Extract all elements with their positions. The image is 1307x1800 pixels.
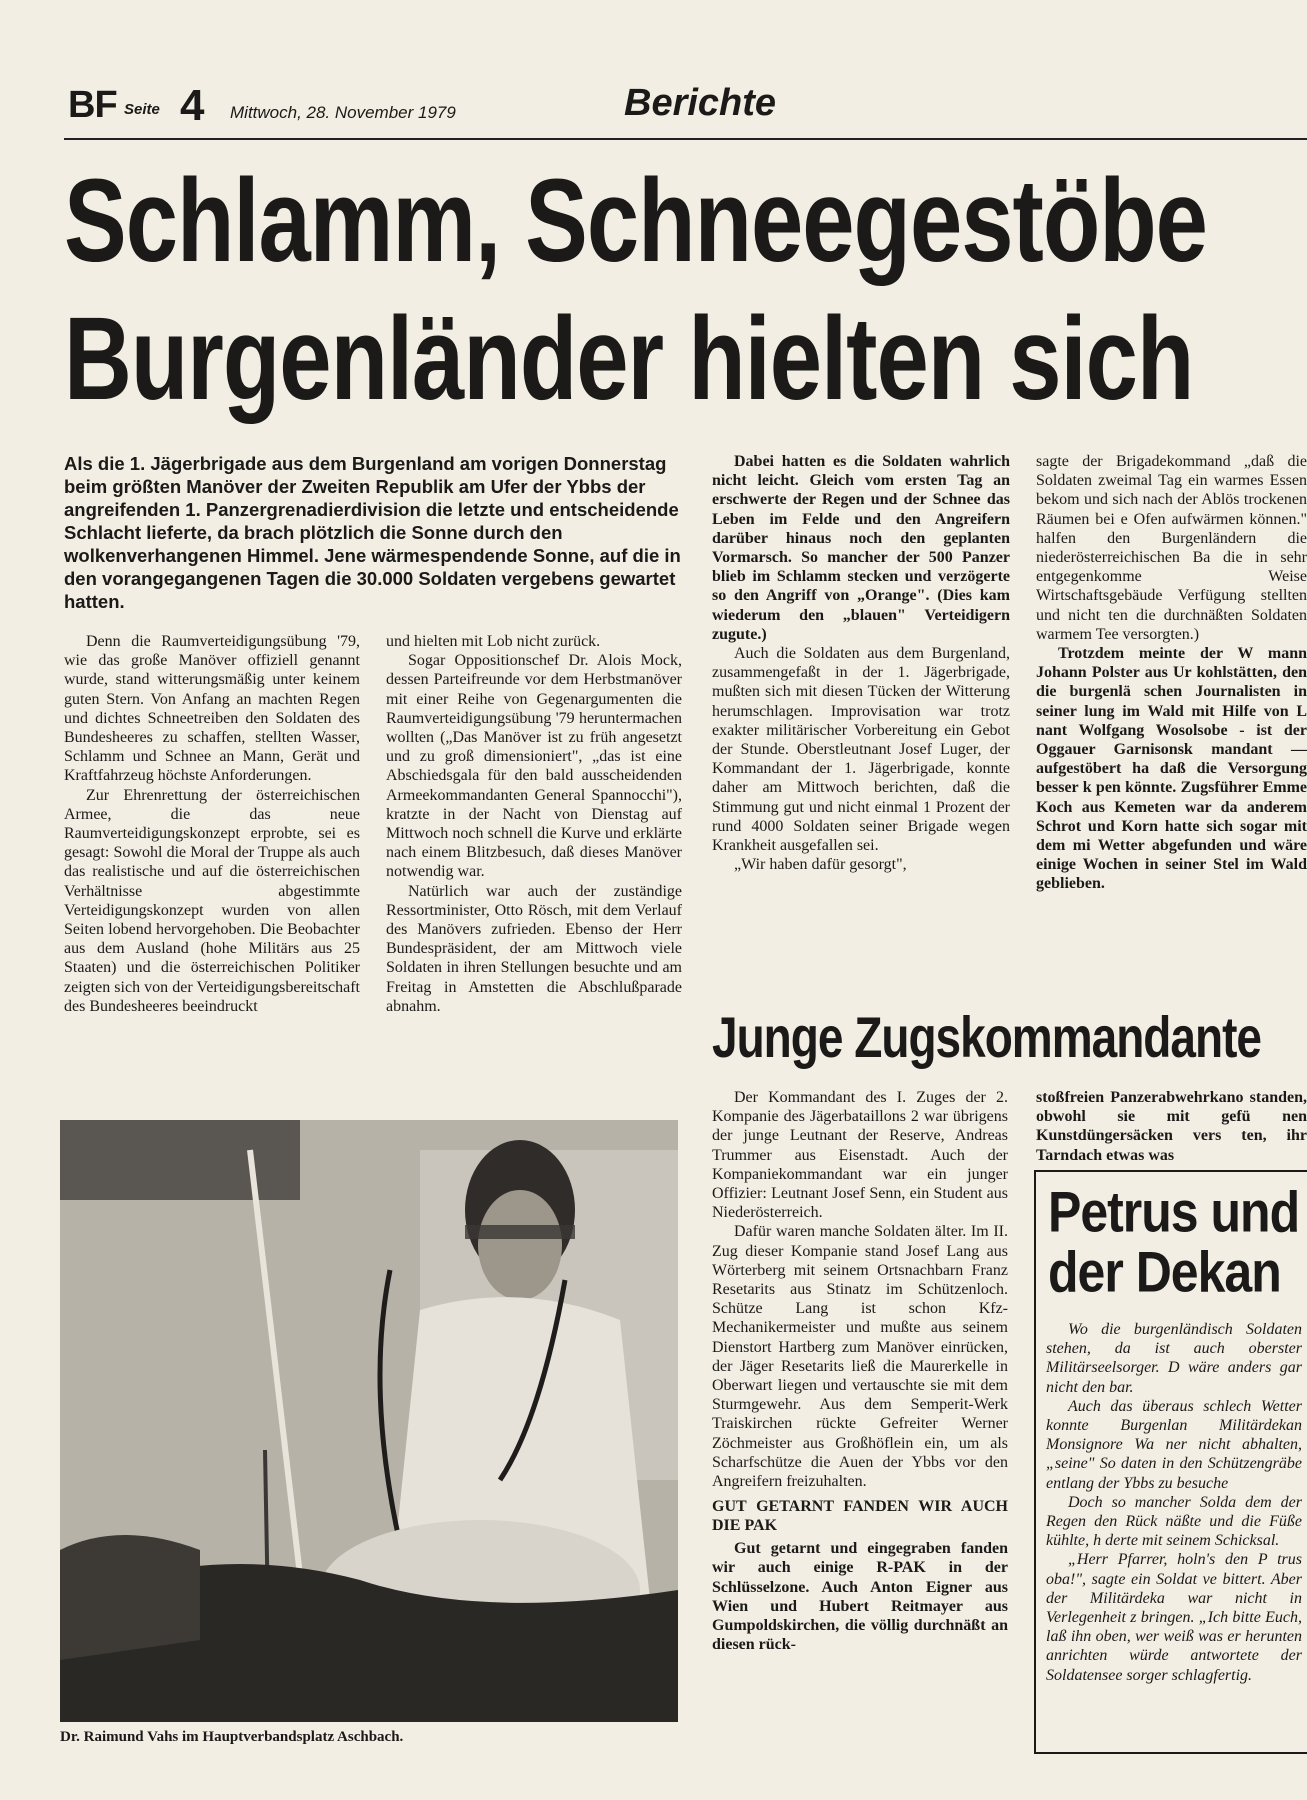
paragraph: Trotzdem meinte der W mann Johann Polster aus Ur kohlstätten, den die burgenlä schen Journalisten in seiner lung im Wald mit Hilfe von L nant Wolfgang Wosolsobe - ist der Oggauer Garnisonsk mandant — aufgestöbert ha daß die Versorgung besser k pen könnte. Zugsführer Emme Koch aus Kemeten war da anderem Schrot und Korn hatte sich sogar mit dem mi Wetter abgefunden und wäre einige Wochen in seiner Stel im Wald geblieben. (1036, 645, 1307, 893)
photo-caption: Dr. Raimund Vahs im Hauptverbandsplatz Aschbach. (60, 1729, 404, 1745)
paragraph: Dabei hatten es die Soldaten wahrlich nicht leicht. Gleich vom ersten Tag an erschwerte der Regen und der Schnee das Leben im Felde und den Angreifern darüber hinaus noch den geplanten Vormarsch. So mancher der 500 Panzer blieb im Schlamm stecken und verzögerte so den Angriff von „Orange". (Dies kam wiederum den „blauen" Verteidigern zugute.) (712, 453, 1010, 643)
page-number: 4 (180, 81, 205, 130)
photo-doctor-stethoscope (60, 1120, 678, 1722)
subheadline-small: GUT GETARNT FANDEN WIR AUCH DIE PAK (712, 1498, 1008, 1535)
paragraph: Sogar Oppositionschef Dr. Alois Mock, dessen Parteifreunde vor dem Herbstmanöver mit einer Reihe von Gegenargumenten die Raumverteidigungsübung '79 heruntermachen wollten („Das Manöver ist zu früh angesetzt und zu groß dimensioniert", „das ist eine Abschiedsgala für den bald ausscheidenden Armeekommandanten General Spannocchi"), kratzte in der Nacht von Dienstag auf Mittwoch noch schnell die Kurve und erklärte nach einem Blitzbesuch, daß dieses Manöver notwendig war. (386, 652, 682, 881)
paragraph: Der Kommandant des I. Zuges der 2. Kompanie des Jägerbataillons 2 war übrigens der junge Leutnant der Reserve, Andreas Trummer aus Eisenstadt. Auch der Kompaniekommandant war ein junger Offizier: Leutnant Josef Senn, ein Student aus Niederösterreich. (712, 1089, 1008, 1222)
subheadline: Junge Zugskommandante (712, 1004, 1261, 1070)
article-column-5 (712, 1088, 1008, 1654)
paragraph: Denn die Raumverteidigungsübung '79, wie das große Manöver offiziell genannt wurde, stand witterungsmäßig unter keinem guten Stern. Von Anfang an machten Regen und dichtes Schneetreiben den Soldaten des Bundesheeres zu schaffen, stellten Wasser, Schlamm und Schnee an Mann, Gerät und Kraftfahrzeug höchste Anforderungen. (64, 633, 360, 785)
paragraph: Dafür waren manche Soldaten älter. Im II. Zug dieser Kompanie stand Josef Lang aus Wörterberg mit seinem Ortsnachbarn Franz Resetarits aus Stinatz im Schützenloch. Schütze Lang ist schon Kfz-Mechanikermeister und mußte aus seinem Dienstort Hartberg zum Manöver einrücken, der Jäger Resetarits ließ die Maurerkelle in Oberwart liegen und vertauschte sie mit dem Sturmgewehr. Aus dem Semperit-Werk Traiskirchen rückte Gefreiter Werner Zöchmeister aus Großhöflein ein, um als Scharfschütze die Auen der Ybbs vor den Angreifern freizuhalten. (712, 1223, 1008, 1491)
headline-line-1: Schlamm, Schneegestöbe (64, 154, 1207, 286)
article-column-2 (386, 632, 682, 1016)
paragraph: Natürlich war auch der zuständige Ressortminister, Otto Rösch, mit dem Verlauf des Manövers zufrieden. Ebenso der Herr Bundespräsident, der am Mittwoch viele Soldaten in ihren Stellungen besuchte und am Freitag in Amstetten die Abschlußparade abnahm. (386, 882, 682, 1015)
paragraph: sagte der Brigadekommand „daß die Soldaten zweimal Tag ein warmes Essen bekom und sich nach der Ablös trockenen Räumen bei e Ofen aufwärmen können." halfen den Burgenländern die niederösterreichischen Ba die in sehr entgegenkomme Weise Wirtschaftsgebäude Verfügung stellten und nicht ten die durchnäßten Soldaten warmem Tee versorgten.) (1036, 453, 1307, 643)
paragraph: „Wir haben dafür gesorgt", (734, 856, 907, 874)
page-label: Seite (124, 101, 160, 118)
paragraph: „Herr Pfarrer, holn's den P trus oba!", sagte ein Soldat ve bittert. Aber der Militärdeka war nicht in Verlegenheit z bringen. „Ich bitte Euch, laß ihn oben, wer weiß was er herunten anrichten würde antwortete der Soldatensee sorger schlagfertig. (1046, 1551, 1302, 1684)
article-column-4 (1036, 452, 1307, 894)
paragraph: und hielten mit Lob nicht zurück. (386, 633, 601, 650)
article-column-1 (64, 632, 360, 1016)
paragraph: Doch so mancher Solda dem der Regen den Rück näßte und die Füße kühlte, h derte mit seinem Schicksal. (1046, 1493, 1302, 1550)
paragraph: Gut getarnt und eingegraben fanden wir auch einige R-PAK in der Schlüsselzone. Auch Anton Eigner aus Wien und Hubert Reitmayer aus Gumpoldskirchen, die völlig durchnäßt an diesen rück- (712, 1540, 1008, 1654)
sidebar-box (1034, 1170, 1307, 1754)
paragraph: Auch das überaus schlech Wetter konnte Burgenlan Militärdekan Monsignore Wa ner nicht abhalten, „seine" So daten in den Schützengräbe entlang der Ybbs zu besuche (1046, 1397, 1302, 1492)
section-title: Berichte (624, 82, 777, 124)
article-column-3 (712, 452, 1010, 874)
photo-illustration (60, 1120, 678, 1722)
newspaper-logo: BF (68, 84, 117, 126)
paragraph: Auch die Soldaten aus dem Burgenland, zusammengefaßt in der 1. Jägerbrigade, mußten sich mit diesen Tücken der Witterung herumschlagen. Improvisation war trotz exakter militärischer Vorbereitung ein Gebot der Stunde. Oberstleutnant Josef Luger, der Kommandant der 1. Jägerbrigade, konnte daher am Mittwoch berichten, daß die Stimmung gut und nicht einmal 1 Prozent der rund 4000 Soldaten seiner Brigade wegen Krankheit ausgefallen sei. (712, 645, 1010, 855)
box-title-line-2: der Dekan (1048, 1239, 1281, 1304)
box-title-line-1: Petrus und (1048, 1179, 1300, 1245)
box-text (1046, 1320, 1302, 1685)
paragraph: Wo die burgenländisch Soldaten stehen, da ist auch oberster Militärseelsorger. D wäre anders gar nicht den bar. (1046, 1321, 1302, 1396)
article-column-6 (1036, 1088, 1307, 1165)
headline-line-2: Burgenländer hielten sich (64, 292, 1194, 424)
paragraph: Zur Ehrenrettung der österreichischen Armee, die das neue Raumverteidigungskonzept erprobte, sei es gesagt: Sowohl die Moral der Truppe als auch das realistische und auf die österreichischen Verhältnisse abgestimmte Verteidigungskonzept wurden von allen Seiten lobend hervorgehoben. Die Beobachter aus dem Ausland (hohe Militärs aus 25 Staaten) und die österreichischen Politiker zeigten sich von der Verteidigungsbereitschaft des Bundesheeres beeindruckt (64, 786, 360, 1015)
header-rule (64, 138, 1307, 140)
issue-date: Mittwoch, 28. November 1979 (230, 103, 456, 122)
box-title (1048, 1179, 1300, 1304)
paragraph: stoßfreien Panzerabwehrkano standen, obwohl sie mit gefü nen Kunstdüngersäcken vers ten, ihr Tarndach etwas was (1036, 1089, 1307, 1164)
lead-paragraph: Als die 1. Jägerbrigade aus dem Burgenland am vorigen Donnerstag beim größten Manöver der Zweiten Republik am Ufer der Ybbs der angreifenden 1. Panzergrenadierdivision die letzte und entscheidende Schlacht lieferte, da brach plötzlich die Sonne durch den wolkenverhangenen Himmel. Jene wärmespendende Sonne, auf die in den vorangegangenen Tagen die 30.000 Soldaten vergebens gewartet hatten. (64, 453, 681, 612)
